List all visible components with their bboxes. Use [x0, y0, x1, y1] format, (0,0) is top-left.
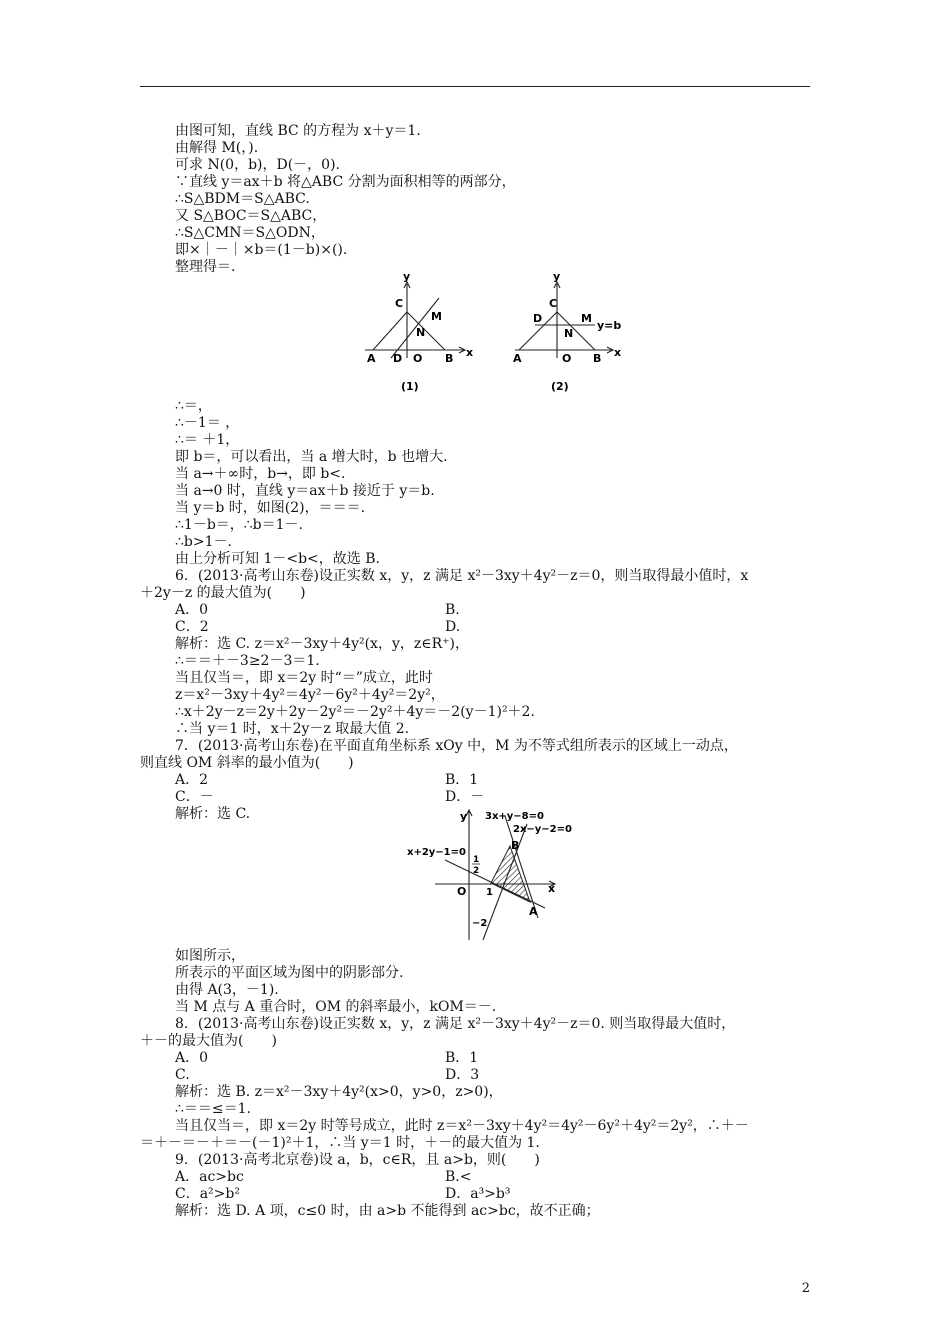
- axis-y-label: y: [553, 270, 561, 283]
- solution-line: ∴当 y＝1 时，x＋2y－z 取最大值 2.: [175, 721, 410, 737]
- text-line: ∴＝ ＋1，: [175, 432, 240, 448]
- axis-x-label: x: [548, 882, 556, 895]
- line-label: 3x+y−8=0: [485, 811, 544, 822]
- line-label: y=b: [597, 319, 622, 332]
- option-d: D．3: [445, 1067, 480, 1083]
- page-number: 2: [801, 1281, 810, 1296]
- figure-2: [505, 270, 635, 395]
- point-label: N: [416, 326, 426, 339]
- text-line: ∴－1＝ ，: [175, 415, 240, 431]
- option-d: D.: [445, 619, 461, 635]
- point-label: N: [564, 327, 574, 340]
- text-line: 由上分析可知 1－<b<，故选 B.: [175, 551, 380, 567]
- option-b: B.<: [445, 1169, 472, 1185]
- axis-x-label: x: [614, 346, 622, 359]
- axis-y-label: y: [403, 270, 411, 283]
- point-label: B: [511, 839, 520, 852]
- origin-label: O: [457, 885, 467, 898]
- option-b: B．1: [445, 1050, 479, 1066]
- text-line: 可求 N(0，b)，D(－，0).: [175, 157, 340, 173]
- line-label: x+2y−1=0: [407, 847, 466, 858]
- figure-3-feasible-region: [405, 800, 595, 945]
- option-a: A．2: [175, 772, 209, 788]
- solution-line: ∴＝＝＋－3≥2－3＝1.: [175, 653, 320, 669]
- tick-label: 1: [473, 855, 480, 865]
- text-line: 即 b＝，可以看出，当 a 增大时，b 也增大.: [175, 449, 448, 465]
- solution-line: ∴＝＝≤＝1.: [175, 1101, 251, 1117]
- text-line: ∴S△CMN＝S△ODN，: [175, 225, 325, 241]
- point-label: O: [562, 352, 572, 365]
- option-c: C．a²>b²: [175, 1186, 240, 1202]
- header-rule: [140, 86, 810, 87]
- text-line: ∴1－b＝，∴b＝1－.: [175, 517, 304, 533]
- text-line: 由得 A(3，－1).: [175, 982, 279, 998]
- point-label: O: [413, 352, 423, 365]
- text-line: 又 S△BOC＝S△ABC，: [175, 208, 327, 224]
- question-7-text: 7．(2013·高考山东卷)在平面直角坐标系 xOy 中，M 为不等式组所表示的区域上一动点，: [175, 738, 738, 754]
- point-label: B: [445, 352, 454, 365]
- question-6-text: ＋2y－z 的最大值为( ): [140, 585, 306, 601]
- point-label: C: [395, 297, 404, 310]
- text-line: ∵直线 y＝ax＋b 将△ABC 分割为面积相等的两部分，: [175, 174, 516, 190]
- option-c: C．－: [175, 789, 214, 805]
- question-9-text: 9．(2013·高考北京卷)设 a，b，c∈R，且 a>b，则( ): [175, 1152, 540, 1168]
- option-a: A．ac>bc: [175, 1169, 244, 1185]
- point-label: C: [549, 297, 558, 310]
- question-7-text: 则直线 OM 斜率的最小值为( ): [140, 755, 354, 771]
- option-b: B．1: [445, 772, 479, 788]
- point-label: B: [593, 352, 602, 365]
- figure-1: [355, 270, 485, 395]
- solution-line: 解析：选 C. z＝x²－3xy＋4y²(x，y，z∈R⁺)，: [175, 636, 469, 652]
- option-d: D．－: [445, 789, 485, 805]
- point-label: D: [533, 312, 543, 325]
- text-line: 由解得 M(，).: [175, 140, 259, 156]
- text-line: 整理得＝.: [175, 259, 236, 275]
- point-label: M: [581, 312, 592, 325]
- solution-line: 当且仅当＝，即 x＝2y 时“＝”成立，此时: [175, 670, 433, 686]
- text-line: 当 a→0 时，直线 y＝ax＋b 接近于 y＝b.: [175, 483, 435, 499]
- tick-label: 2: [473, 866, 480, 876]
- axis-x-label: x: [466, 346, 474, 359]
- tick-label: −2: [472, 918, 488, 929]
- point-label: A: [513, 352, 522, 365]
- text-line: 当 y＝b 时，如图(2)，＝＝＝.: [175, 500, 366, 516]
- question-8-text: 8．(2013·高考山东卷)设正实数 x，y，z 满足 x²－3xy＋4y²－z＝0. 则当取得最大值时，: [175, 1016, 736, 1032]
- axis-y-label: y: [460, 810, 468, 823]
- option-c: C．2: [175, 619, 209, 635]
- point-label: A: [367, 352, 376, 365]
- option-a: A．0: [175, 1050, 209, 1066]
- solution-line: ＝＋－＝－＋＝－(－1)²＋1，∴当 y＝1 时，＋－的最大值为 1.: [140, 1135, 540, 1151]
- figure-caption: (2): [551, 380, 569, 393]
- line-label: 2x−y−2=0: [513, 824, 572, 835]
- text-line: 如图所示，: [175, 948, 245, 964]
- text-line: 即×｜－｜×b＝(1－b)×().: [175, 242, 348, 258]
- text-line: ∴S△BDM＝S△ABC.: [175, 191, 310, 207]
- option-c: C.: [175, 1067, 190, 1083]
- question-8-text: ＋－的最大值为( ): [140, 1033, 277, 1049]
- point-label: A: [529, 905, 538, 918]
- solution-line: 解析：选 B. z＝x²－3xy＋4y²(x>0，y>0，z>0)，: [175, 1084, 503, 1100]
- solution-line: 解析：选 C.: [175, 806, 251, 822]
- option-d: D．a³>b³: [445, 1186, 511, 1202]
- text-line: 当 M 点与 A 重合时，OM 的斜率最小，kOM＝－.: [175, 999, 497, 1015]
- tick-label: 1: [486, 887, 493, 898]
- solution-line: 当且仅当＝，即 x＝2y 时等号成立，此时 z＝x²－3xy＋4y²＝4y²－6y²＋4y²＝2y²，∴＋－: [175, 1118, 749, 1134]
- point-label: D: [393, 352, 403, 365]
- solution-line: 解析：选 D. A 项，c≤0 时，由 a>b 不能得到 ac>bc，故不正确；: [175, 1203, 600, 1219]
- question-6-text: 6．(2013·高考山东卷)设正实数 x，y，z 满足 x²－3xy＋4y²－z＝0，则当取得最小值时，x: [175, 568, 749, 584]
- point-label: M: [431, 310, 442, 323]
- option-a: A．0: [175, 602, 209, 618]
- figure-caption: (1): [401, 380, 419, 393]
- text-line: 由图可知，直线 BC 的方程为 x＋y＝1.: [175, 123, 421, 139]
- solution-line: ∴x＋2y－z＝2y＋2y－2y²＝－2y²＋4y＝－2(y－1)²＋2.: [175, 704, 535, 720]
- text-line: ∴＝，: [175, 398, 212, 414]
- text-line: ∴b>1－.: [175, 534, 232, 550]
- text-line: 所表示的平面区域为图中的阴影部分.: [175, 965, 404, 981]
- text-line: 当 a→＋∞时，b→，即 b<.: [175, 466, 346, 482]
- solution-line: z＝x²－3xy＋4y²＝4y²－6y²＋4y²＝2y²，: [175, 687, 445, 703]
- option-b: B.: [445, 602, 460, 618]
